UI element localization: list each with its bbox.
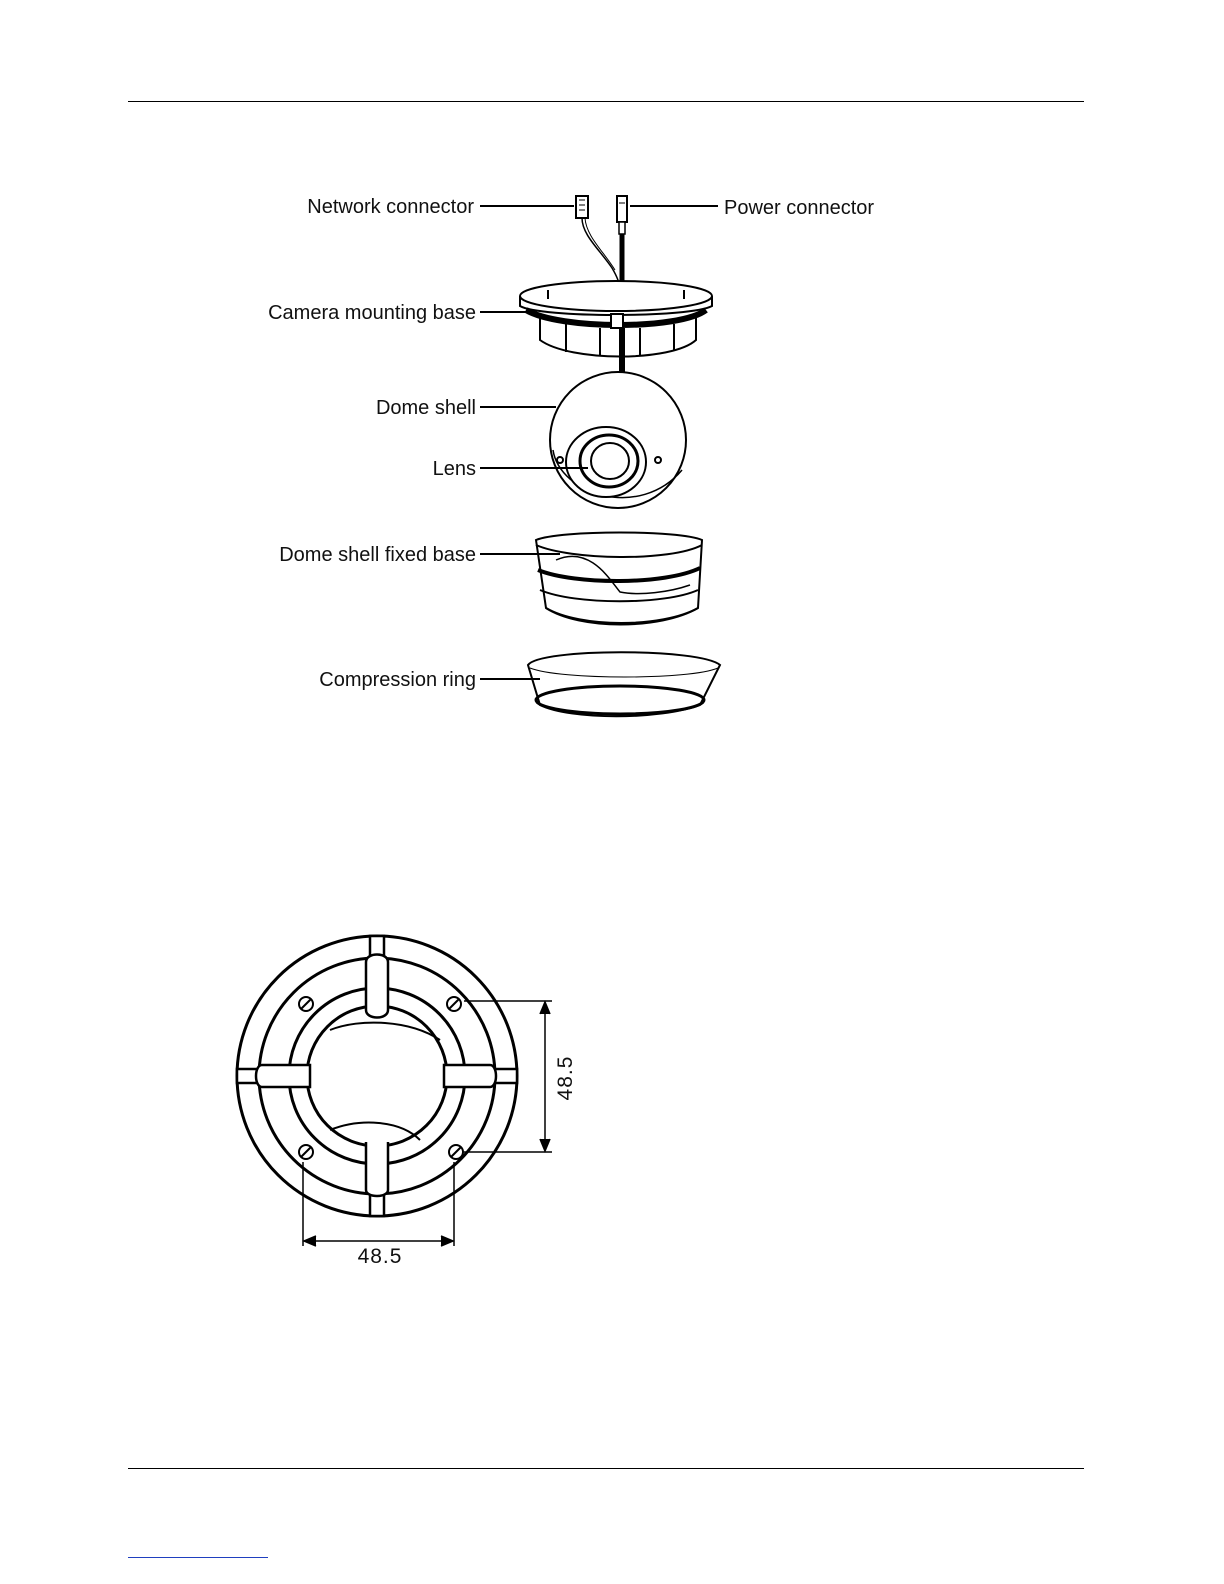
exploded-view-diagram	[480, 196, 720, 716]
dimension-horizontal-label: 48.5	[357, 1245, 403, 1268]
dimension-vertical-label: 48.5	[554, 1055, 577, 1101]
label-lens: Lens	[432, 458, 476, 480]
compression-ring	[528, 652, 720, 716]
dome-shell	[550, 372, 686, 508]
label-dome-shell: Dome shell	[375, 397, 476, 419]
label-power-connector: Power connector	[724, 197, 875, 219]
dome-shell-fixed-base	[536, 533, 702, 625]
mounting-base-top-view	[237, 936, 552, 1246]
network-connector-plug	[576, 196, 620, 290]
label-network-connector: Network connector	[307, 196, 474, 218]
footer-link-underline[interactable]	[128, 1557, 268, 1558]
footer-rule	[128, 1468, 1084, 1469]
label-dome-shell-fixed-base: Dome shell fixed base	[279, 544, 476, 566]
screw-holes	[299, 997, 463, 1159]
camera-mounting-base	[520, 281, 712, 378]
label-compression-ring: Compression ring	[319, 669, 476, 691]
label-camera-mounting-base: Camera mounting base	[268, 302, 476, 324]
